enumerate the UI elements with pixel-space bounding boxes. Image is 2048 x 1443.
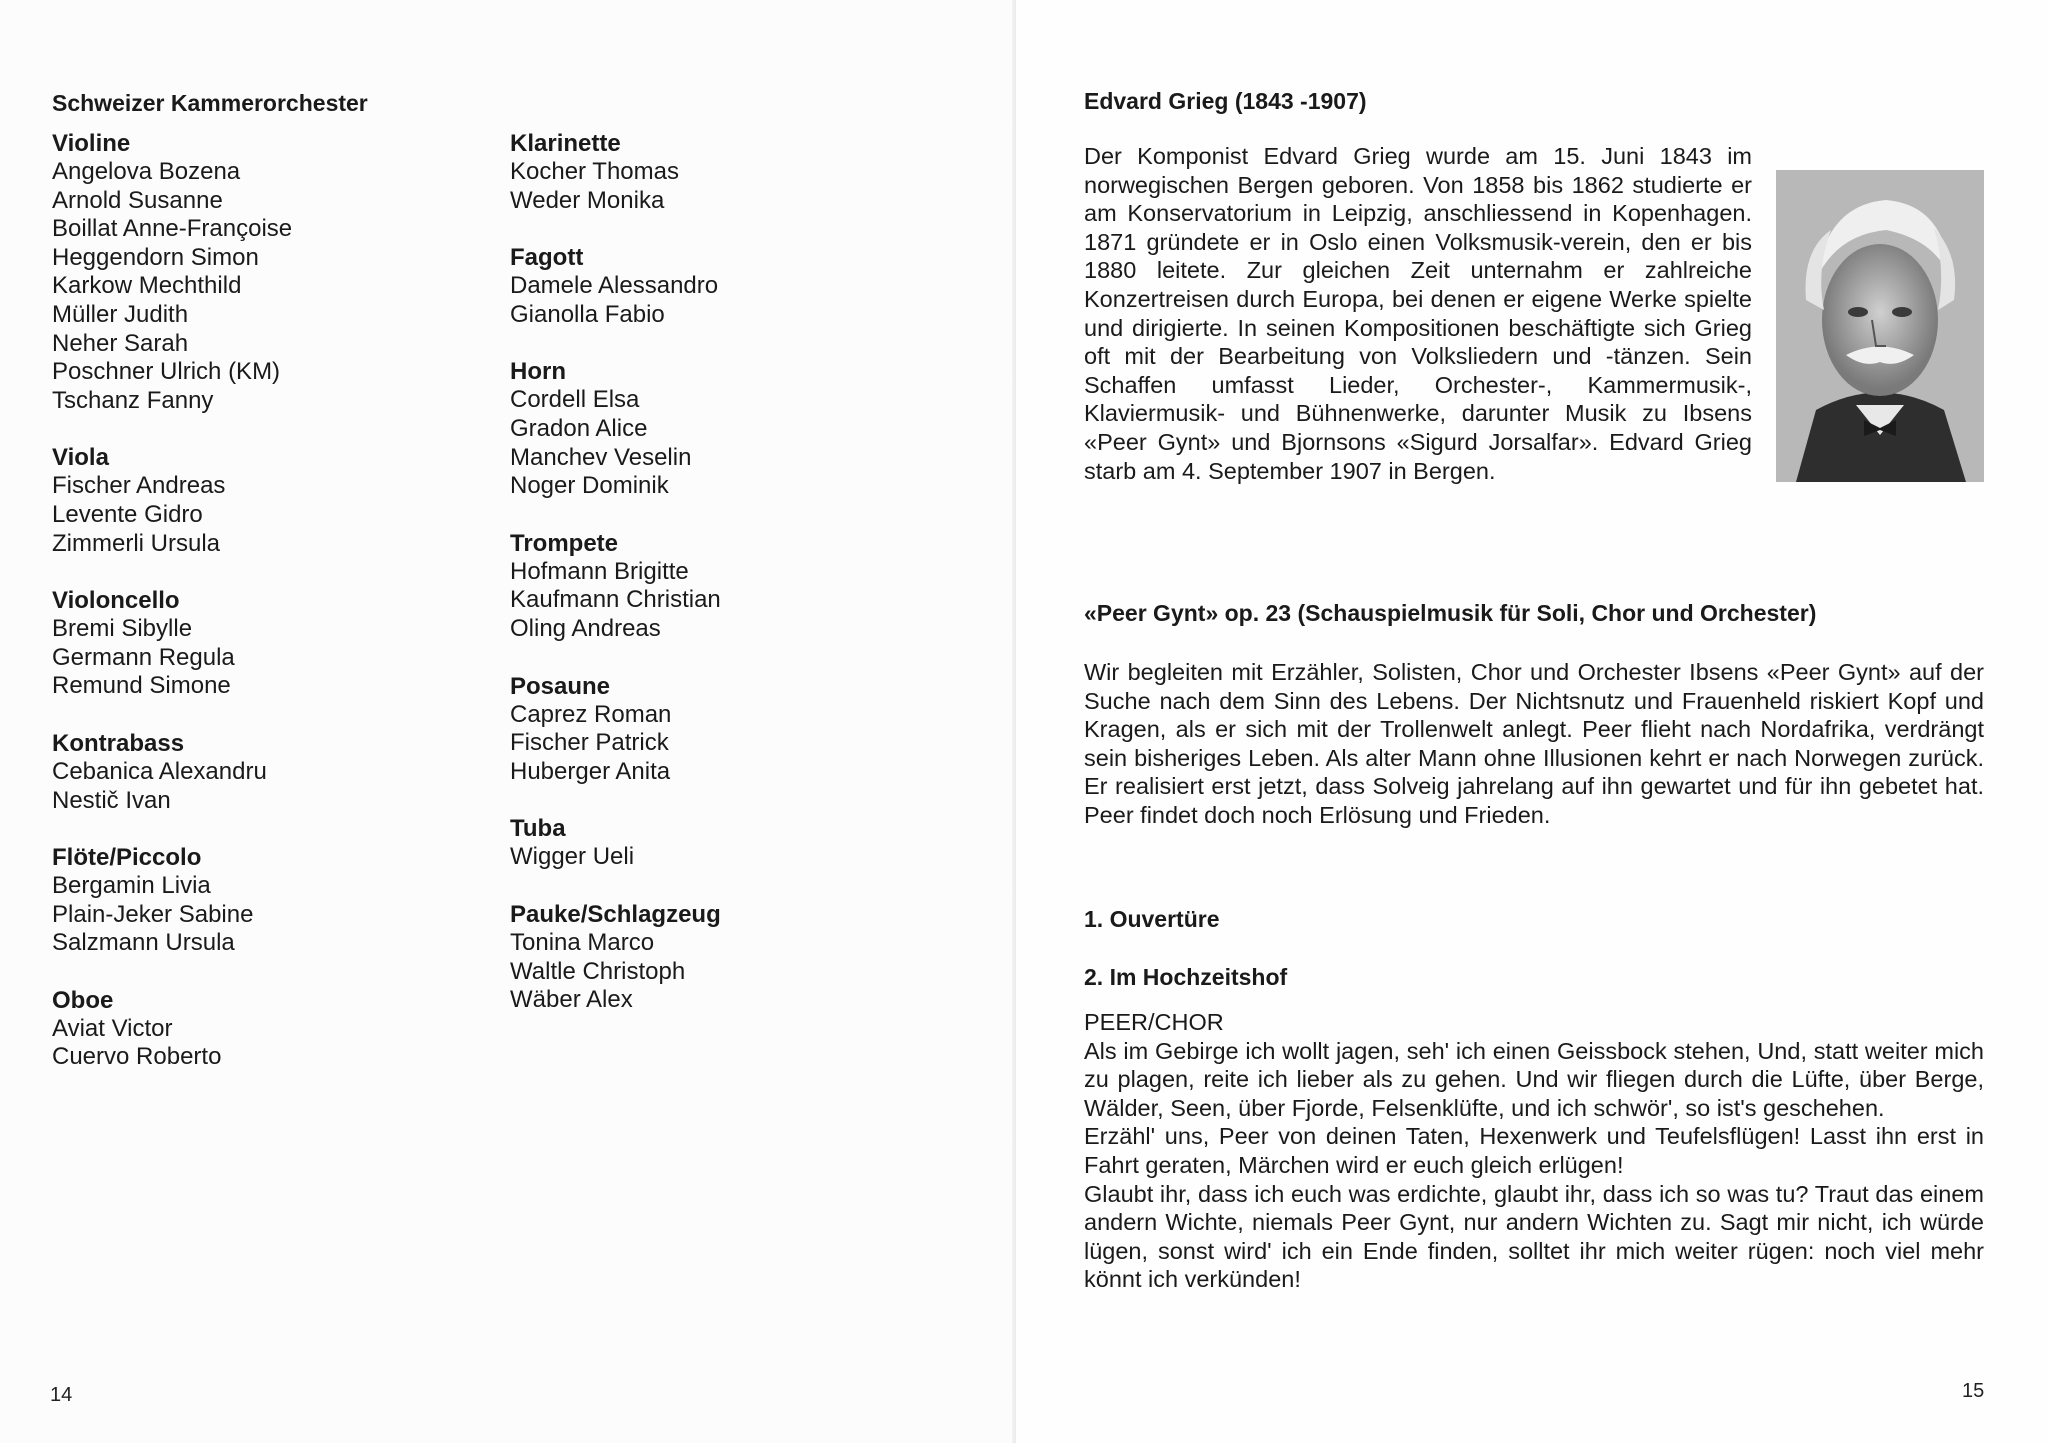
orchestra-title: Schweizer Kammerorchester [52,90,368,116]
instrument-section [52,587,492,701]
composer-portrait-photo [1776,170,1984,482]
instrument-section [510,358,950,500]
speaker-label: PEER/CHOR [1084,1009,1224,1035]
libretto-verse-3: Glaubt ihr, dass ich euch was erdichte, glaubt ihr, dass ich so was tu? Traut das einem andern Wichte, niemals Peer Gynt, nur andern Wichten zu. Sagt mir nicht, ich würde lügen, sonst wird' ich ein Ende finden, solltet ihr mich weiter rügen: noch viel mehr könnt ich verkünden! [1084,1180,1984,1293]
instrument-heading: Kontrabass [52,729,185,757]
instrument-section [52,130,492,415]
musician-name: Cebanica Alexandru [52,757,267,785]
musician-name: Nestič Ivan [52,786,171,814]
musician-name: Arnold Susanne [52,186,223,214]
musician-name: Tonina Marco [510,928,655,956]
musician-name: Hofmann Brigitte [510,557,689,585]
instrument-section [510,130,950,215]
instrument-section [510,530,950,644]
page-number-right: 15 [1962,1380,1985,1402]
work-heading: «Peer Gynt» op. 23 (Schauspielmusik für Soli, Chor und Orchester) [1084,600,1817,626]
roster-column-a [52,130,492,1101]
composer-biography: Der Komponist Edvard Grieg wurde am 15. Juni 1843 im norwegischen Bergen geboren. Von 1858 bis 1862 studierte er am Konservatorium in Leipzig, anschliessend in Kopenhagen. 1871 gründete er in Oslo einen Volksmusik-verein, den er bis 1880 leitete. Zur gleichen Zeit unternahm er zahlreiche Konzertreisen durch Europa, bei denen er eigene Werke spielte und dirigierte. In seinen Kompositionen beschäftigte sich Grieg oft mit der Bearbeitung von Volksliedern und -tänzen. Sein Schaffen umfasst Lieder, Orchester-, Kammermusik-, Klaviermusik- und Bühnenwerke, darunter Musik zu Ibsens «Peer Gynt» und Bjornsons «Sigurd Jorsalfar». Edvard Grieg starb am 4. September 1907 in Bergen. [1084,143,1752,484]
musician-name: Kaufmann Christian [510,586,721,614]
libretto-verse-2: Erzähl' uns, Peer von deinen Taten, Hexenwerk und Teufelsflügen! Lasst ihn erst in Fahrt geraten, Märchen wird er euch gleich erlügen! [1084,1123,1984,1178]
work-synopsis: Wir begleiten mit Erzähler, Solisten, Chor und Orchester Ibsens «Peer Gynt» auf der Suche nach dem Sinn des Lebens. Der Nichtsnutz und Frauenheld riskiert Kopf und Kragen, als er sich mit der Trollenwelt anlegt. Peer flieht nach Nordafrika, verdrängt sein bisheriges Leben. Als alter Mann ohne Illusionen kehrt er nach Norwegen zurück. Er realisiert erst jetzt, dass Solveig jahrelang auf ihn gewartet und für ihn gebetet hat. Peer findet doch noch Erlösung und Frieden. [1084,659,1984,828]
libretto-block [1084,1008,1984,1294]
instrument-heading: Trompete [510,529,619,557]
musician-name: Fischer Patrick [510,729,669,757]
instrument-heading: Violoncello [52,587,180,615]
left-page [0,0,1016,1443]
musician-name: Caprez Roman [510,700,672,728]
composer-heading: Edvard Grieg (1843 -1907) [1084,88,1367,114]
musician-name: Fischer Andreas [52,472,226,500]
musician-name: Wigger Ueli [510,843,635,871]
musician-name: Heggendorn Simon [52,243,259,271]
instrument-heading: Flöte/Piccolo [52,844,202,872]
movement-1-heading: 1. Ouvertüre [1084,906,1220,932]
instrument-section [510,901,950,1015]
page-number-left: 14 [50,1384,73,1406]
instrument-heading: Fagott [510,244,584,272]
musician-name: Kocher Thomas [510,158,679,185]
instrument-heading: Violine [52,130,131,157]
musician-name: Zimmerli Ursula [52,529,220,557]
musician-name: Neher Sarah [52,329,189,357]
musician-name: Poschner Ulrich (KM) [52,358,281,386]
musician-name: Gianolla Fabio [510,300,665,328]
musician-name: Karkow Mechthild [52,272,242,300]
instrument-heading: Horn [510,358,566,386]
musician-name: Bergamin Livia [52,872,211,900]
instrument-heading: Posaune [510,672,611,700]
instrument-section [510,815,950,872]
instrument-section [510,244,950,329]
musician-name: Plain-Jeker Sabine [52,900,254,928]
musician-name: Gradon Alice [510,414,648,442]
musician-name: Noger Dominik [510,472,669,500]
musician-name: Damele Alessandro [510,272,719,300]
musician-name: Cordell Elsa [510,386,640,414]
instrument-heading: Tuba [510,815,566,843]
musician-name: Manchev Veselin [510,443,692,471]
musician-name: Salzmann Ursula [52,929,235,957]
musician-name: Germann Regula [52,643,235,671]
instrument-section [52,987,492,1072]
musician-name: Aviat Victor [52,1014,173,1042]
musician-name: Levente Gidro [52,500,203,528]
instrument-section [52,844,492,958]
musician-name: Boillat Anne-Françoise [52,215,293,243]
musician-name: Tschanz Fanny [52,386,214,414]
instrument-section [510,673,950,787]
instrument-heading: Pauke/Schlagzeug [510,900,721,928]
instrument-heading: Viola [52,444,109,472]
musician-name: Müller Judith [52,300,189,328]
libretto-verse-1: Als im Gebirge ich wollt jagen, seh' ich einen Geissbock stehen, Und, statt weiter mich zu plagen, reite ich lieber als zu gehen. Und wir fliegen durch die Lüfte, über Berge, Wälder, Seen, über Fjorde, Felsenklüfte, und ich schwör', so ist's geschehen. [1084,1037,1984,1121]
musician-name: Angelova Bozena [52,158,241,185]
musician-name: Oling Andreas [510,614,661,642]
instrument-heading: Klarinette [510,130,621,157]
instrument-section [52,730,492,815]
musician-name: Waltle Christoph [510,957,686,985]
musician-name: Bremi Sibylle [52,615,193,643]
musician-name: Huberger Anita [510,757,671,785]
musician-name: Remund Simone [52,672,231,700]
movement-2-heading: 2. Im Hochzeitshof [1084,964,1288,990]
musician-name: Weder Monika [510,186,665,214]
musician-name: Wäber Alex [510,986,633,1014]
musician-name: Cuervo Roberto [52,1043,222,1071]
roster-column-b [510,130,950,1044]
instrument-heading: Oboe [52,986,114,1014]
instrument-section [52,444,492,558]
